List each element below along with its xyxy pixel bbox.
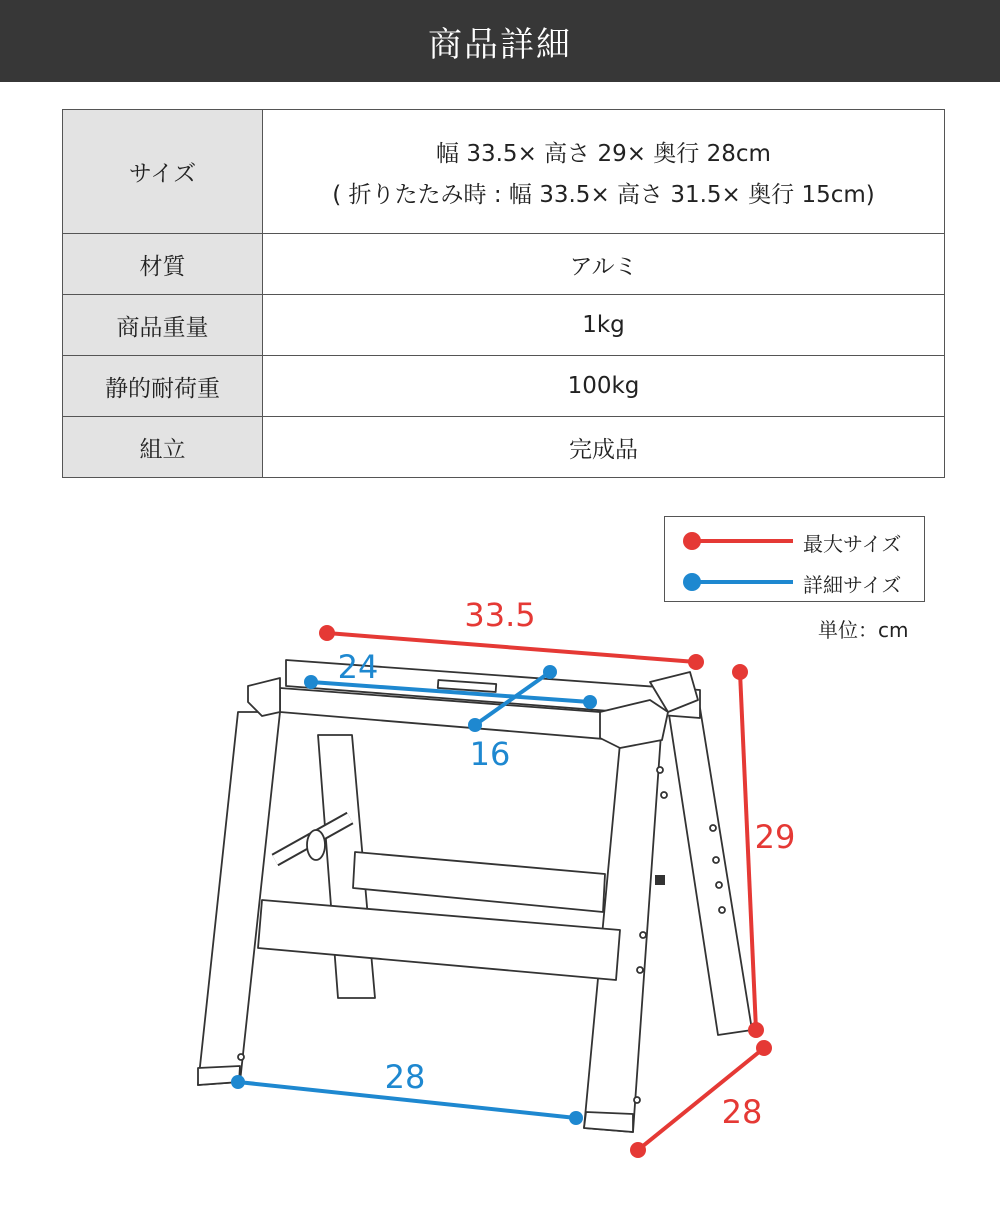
dim-depth-max-dot-start <box>630 1142 646 1158</box>
dim-top-depth-dot-end <box>543 665 557 679</box>
legend-label-max: 最大サイズ <box>803 532 902 556</box>
dim-height-max-dot-end <box>748 1022 764 1038</box>
dim-base-width-label: 28 <box>384 1058 426 1096</box>
dim-depth-max-dot-end <box>756 1040 772 1056</box>
size-value-line1: 幅 33.5× 高さ 29× 奥行 28cm <box>436 140 771 167</box>
dim-width-max-dot-start <box>319 625 335 641</box>
spec-label-size: サイズ <box>63 110 263 234</box>
dim-depth-max-label: 28 <box>721 1093 763 1131</box>
size-value-line2: ( 折りたたみ時 : 幅 33.5× 高さ 31.5× 奥行 15cm) <box>332 181 875 208</box>
dim-base-width-dot-end <box>569 1111 583 1125</box>
spec-label-load: 静的耐荷重 <box>63 356 263 417</box>
legend-label-detail: 詳細サイズ <box>803 573 902 597</box>
dim-width-max-label: 33.5 <box>464 596 536 634</box>
stool-back-rung <box>353 852 605 912</box>
dim-top-width-dot-start <box>304 675 318 689</box>
stool-front-leg-left <box>198 712 280 1085</box>
spec-label-weight: 商品重量 <box>63 295 263 356</box>
dim-top-depth-label: 16 <box>469 735 511 773</box>
dim-base-width-dot-start <box>231 1075 245 1089</box>
unit-label: 単位：cm <box>818 618 909 642</box>
dim-top-width-dot-end <box>583 695 597 709</box>
page-title: 商品詳細 <box>428 24 572 65</box>
dim-width-max-dot-end <box>688 654 704 670</box>
spec-value-load: 100kg <box>263 356 945 417</box>
stool-front-rung <box>258 900 620 980</box>
spec-label-material: 材質 <box>63 234 263 295</box>
spec-value-weight: 1kg <box>263 295 945 356</box>
dim-width-max-line <box>327 633 696 662</box>
stool-back-leg-right <box>668 708 752 1035</box>
dim-depth-max <box>630 1040 772 1158</box>
dim-height-max-label: 29 <box>754 818 796 856</box>
stool-front-leg-right <box>584 720 662 1132</box>
dim-height-max-dot-start <box>732 664 748 680</box>
spec-value-assembly: 完成品 <box>263 417 945 478</box>
spec-label-assembly: 組立 <box>63 417 263 478</box>
stool-pivot-knob <box>307 830 325 860</box>
spec-value-material: アルミ <box>263 234 945 295</box>
stool-foot-right <box>584 1112 633 1132</box>
dim-top-width-label: 24 <box>337 648 379 686</box>
dim-base-width <box>231 1058 583 1125</box>
dim-top-depth-dot-start <box>468 718 482 732</box>
